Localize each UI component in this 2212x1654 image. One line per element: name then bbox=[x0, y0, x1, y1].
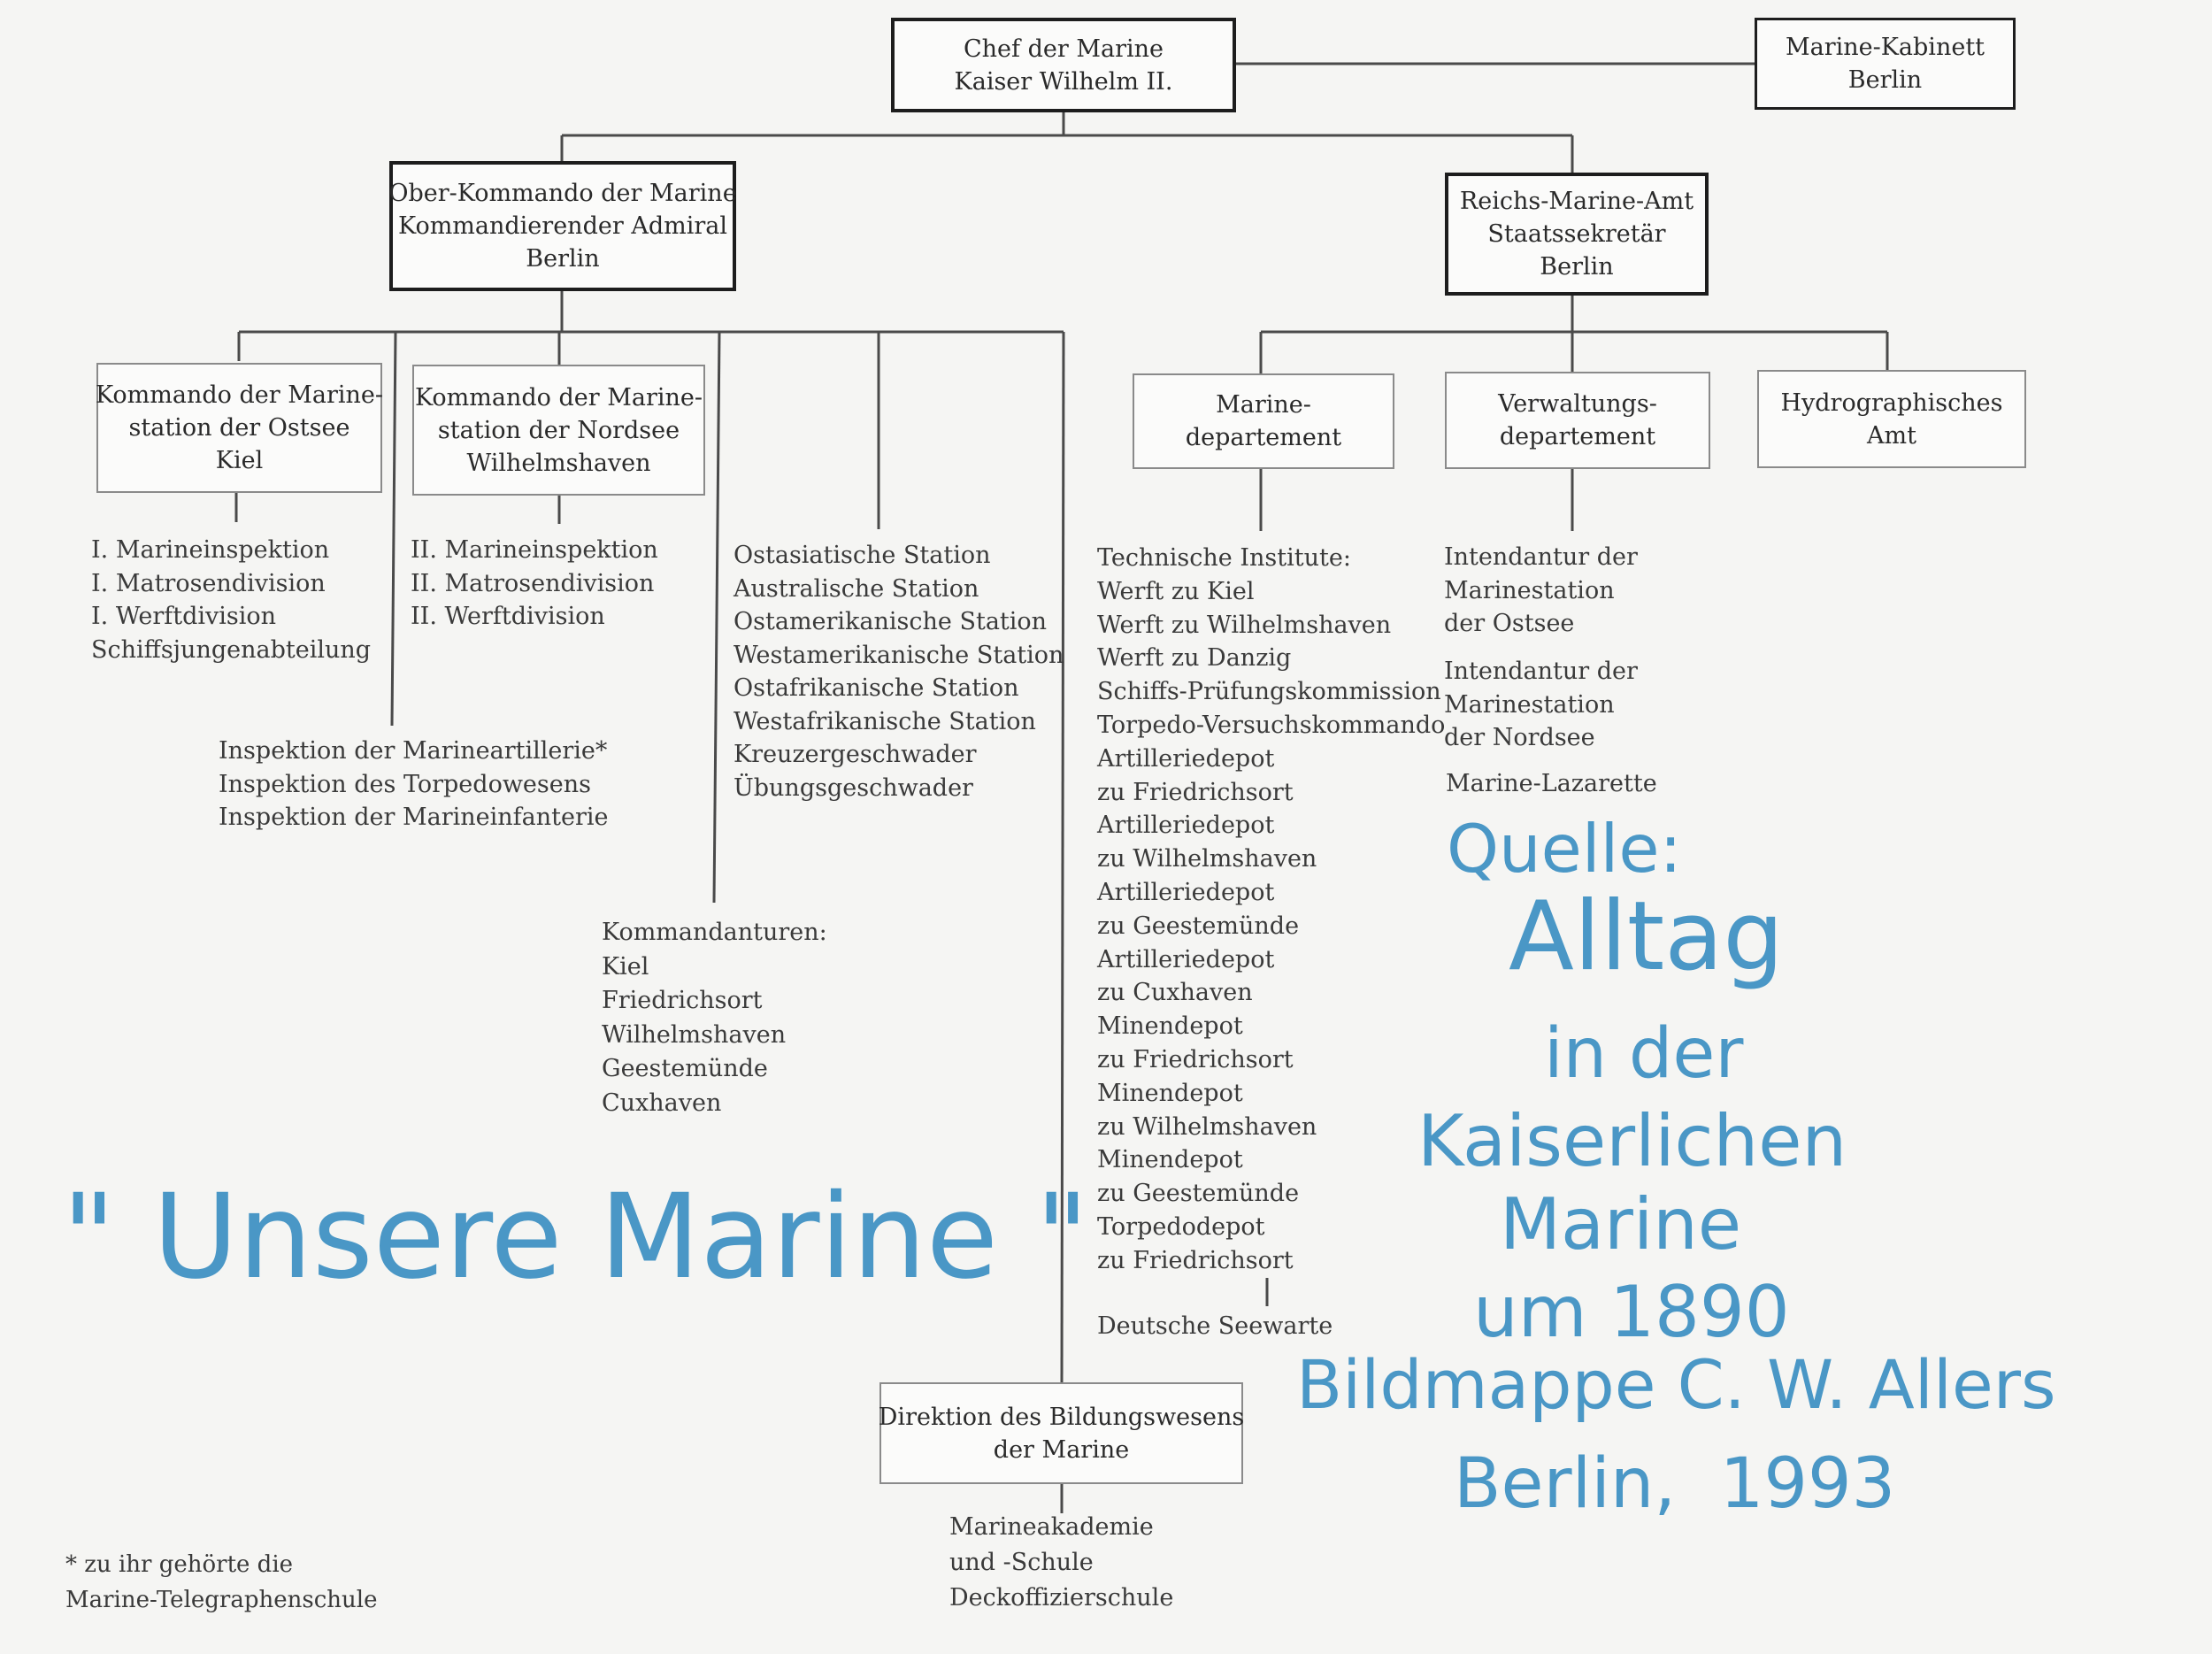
reichs-marine-amt-box bbox=[1445, 173, 1709, 296]
intendantur-nordsee-list bbox=[1444, 655, 1638, 755]
list-item: Marineakademie bbox=[949, 1513, 1154, 1541]
list-item: Westamerikanische Station bbox=[733, 641, 1064, 669]
deutsche-seewarte bbox=[1097, 1310, 1333, 1343]
chef-der-marine-box bbox=[891, 18, 1236, 112]
technische-institute-list bbox=[1097, 542, 1445, 1278]
list-item: Cuxhaven bbox=[602, 1089, 722, 1117]
list-item: Minendepot bbox=[1097, 1079, 1243, 1107]
source-label: Quelle: bbox=[1447, 810, 1682, 888]
list-item: Übungsgeschwader bbox=[733, 773, 973, 802]
list-item: Marinestation bbox=[1444, 690, 1615, 719]
footnote-line: * zu ihr gehörte die bbox=[65, 1551, 294, 1578]
bildungswesen-box bbox=[879, 1382, 1243, 1484]
list-item: Marinestation bbox=[1444, 576, 1615, 604]
book-title-line: in der bbox=[1544, 1014, 1744, 1094]
list-item: und -Schule bbox=[949, 1549, 1094, 1576]
list-item: der Nordsee bbox=[1444, 724, 1595, 751]
list-item: Schiffsjungenabteilung bbox=[91, 635, 372, 664]
list-item: Deutsche Seewarte bbox=[1097, 1312, 1333, 1340]
place-year: Berlin, 1993 bbox=[1454, 1444, 1896, 1524]
box-line: departement bbox=[1185, 424, 1342, 451]
hydrographisches-amt-box bbox=[1757, 370, 2026, 468]
list-item: Minendepot bbox=[1097, 1146, 1243, 1174]
publisher: Bildmappe C. W. Allers bbox=[1296, 1345, 2056, 1424]
list-item: Torpedodepot bbox=[1097, 1212, 1265, 1241]
list-item: Kommandanturen: bbox=[602, 919, 827, 946]
inspektionen-list bbox=[219, 735, 609, 835]
marinedepartement-box bbox=[1133, 373, 1394, 469]
list-item: I. Werftdivision bbox=[91, 603, 277, 630]
list-item: Friedrichsort bbox=[602, 987, 763, 1014]
list-item: Australische Station bbox=[733, 574, 979, 603]
list-item: Werft zu Kiel bbox=[1097, 577, 1255, 605]
list-item: Torpedo-Versuchskommando bbox=[1097, 711, 1446, 739]
list-item: Artilleriedepot bbox=[1097, 812, 1275, 840]
list-item: zu Geestemünde bbox=[1097, 1180, 1300, 1208]
box-line: Kommando der Marine- bbox=[95, 381, 384, 409]
list-item: Werft zu Danzig bbox=[1097, 644, 1292, 673]
list-item: der Ostsee bbox=[1444, 610, 1575, 637]
marine-kabinett-box bbox=[1755, 18, 2016, 110]
box-line: der Marine bbox=[993, 1435, 1130, 1464]
list-item: Artilleriedepot bbox=[1097, 945, 1275, 973]
station-nordsee-box bbox=[412, 365, 705, 496]
list-item: Inspektion der Marineartillerie* bbox=[219, 737, 608, 765]
box-line: Direktion des Bildungswesens bbox=[878, 1403, 1245, 1431]
box-line: Berlin bbox=[526, 245, 600, 273]
list-item: Intendantur der bbox=[1444, 543, 1638, 571]
box-line: Wilhelmshaven bbox=[466, 449, 651, 477]
list-item: Ostafrikanische Station bbox=[733, 674, 1019, 702]
list-item: zu Friedrichsort bbox=[1097, 778, 1294, 806]
list-item: zu Cuxhaven bbox=[1097, 979, 1253, 1007]
list-item: zu Geestemünde bbox=[1097, 912, 1300, 940]
box-line: Berlin bbox=[1540, 253, 1614, 281]
list-item: Inspektion der Marineinfanterie bbox=[219, 804, 609, 831]
box-line: departement bbox=[1499, 423, 1656, 450]
box-line: Amt bbox=[1867, 421, 1916, 450]
book-title-alltag: Alltag bbox=[1509, 881, 1784, 992]
stationen-list bbox=[733, 539, 1064, 804]
box-line: Kommando der Marine- bbox=[414, 383, 703, 412]
list-item: zu Wilhelmshaven bbox=[1097, 1112, 1317, 1141]
box-line: Kaiser Wilhelm II. bbox=[954, 67, 1173, 96]
list-item: Kiel bbox=[602, 952, 649, 981]
list-item: Technische Institute: bbox=[1097, 544, 1351, 572]
nordsee-units-list bbox=[411, 534, 658, 634]
list-item: Intendantur der bbox=[1444, 658, 1638, 685]
box-line: Verwaltungs- bbox=[1498, 390, 1657, 418]
intendantur-ostsee-list bbox=[1444, 541, 1638, 641]
marine-lazarette bbox=[1446, 767, 1657, 801]
box-line: station der Nordsee bbox=[437, 416, 680, 444]
list-item: II. Werftdivision bbox=[411, 603, 605, 630]
box-line: Berlin bbox=[1847, 66, 1923, 94]
ober-kommando-box bbox=[389, 161, 736, 291]
list-item: Kreuzergeschwader bbox=[733, 741, 977, 768]
verwaltungsdepartement-box bbox=[1445, 372, 1710, 469]
box-line: Ober-Kommando der Marine bbox=[388, 180, 737, 207]
list-item: Artilleriedepot bbox=[1097, 878, 1275, 906]
book-title-line: Marine bbox=[1500, 1183, 1742, 1266]
list-item: Wilhelmshaven bbox=[602, 1020, 787, 1049]
list-item: Ostamerikanische Station bbox=[733, 608, 1048, 635]
footnote bbox=[65, 1547, 377, 1618]
list-item: Westafrikanische Station bbox=[733, 707, 1036, 735]
overlay-title: " Unsere Marine " bbox=[62, 1169, 1089, 1305]
list-item: I. Matrosendivision bbox=[91, 569, 326, 597]
ostsee-units-list bbox=[91, 534, 371, 666]
list-item: Minendepot bbox=[1097, 1012, 1243, 1041]
marineakademie-list bbox=[949, 1510, 1173, 1616]
book-title-line: um 1890 bbox=[1473, 1271, 1790, 1353]
station-ostsee-box bbox=[96, 363, 382, 493]
list-item: zu Friedrichsort bbox=[1097, 1246, 1294, 1274]
box-line: Marine-Kabinett bbox=[1785, 34, 1985, 61]
box-line: Hydrographisches bbox=[1780, 388, 2003, 417]
list-item: Inspektion des Torpedowesens bbox=[219, 770, 591, 798]
list-item: Geestemünde bbox=[602, 1055, 768, 1082]
box-line: Reichs-Marine-Amt bbox=[1459, 188, 1694, 215]
list-item: Schiffs-Prüfungskommission bbox=[1097, 678, 1441, 706]
box-line: Kommandierender Admiral bbox=[398, 212, 727, 240]
list-item: zu Wilhelmshaven bbox=[1097, 845, 1317, 873]
box-line: Kiel bbox=[215, 447, 264, 474]
list-item: Artilleriedepot bbox=[1097, 744, 1275, 773]
footnote-line: Marine-Telegraphenschule bbox=[65, 1587, 378, 1613]
list-item: I. Marineinspektion bbox=[91, 536, 330, 564]
list-item: Deckoffizierschule bbox=[949, 1584, 1174, 1612]
list-item: zu Friedrichsort bbox=[1097, 1045, 1294, 1073]
box-line: station der Ostsee bbox=[128, 414, 350, 442]
box-line: Staatssekretär bbox=[1487, 220, 1666, 248]
box-line: Marine- bbox=[1216, 391, 1311, 419]
list-item: Ostasiatische Station bbox=[733, 542, 991, 569]
list-item: Werft zu Wilhelmshaven bbox=[1097, 611, 1392, 639]
box-line: Chef der Marine bbox=[963, 35, 1164, 63]
book-title-line: Kaiserlichen bbox=[1417, 1100, 1847, 1182]
list-item: Marine-Lazarette bbox=[1446, 770, 1657, 797]
kommandanturen-list bbox=[602, 916, 827, 1120]
list-item: II. Matrosendivision bbox=[411, 569, 655, 597]
list-item: II. Marineinspektion bbox=[411, 536, 658, 564]
